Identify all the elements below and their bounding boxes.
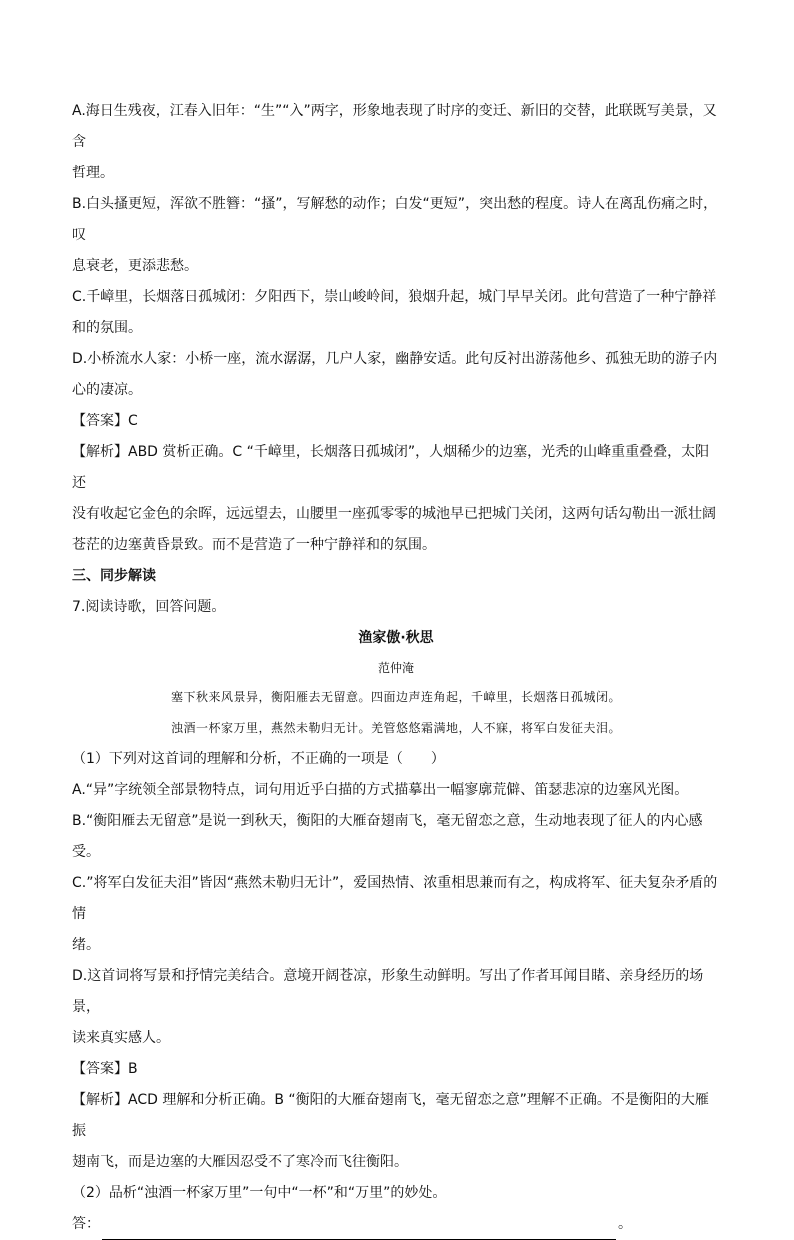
q1-option-c-line-1: C.”将军白发征夫泪”皆因“燕然未勒归无计”，爱国热情、浓重相思兼而有之，构成将军、征夫复杂矛盾的情 xyxy=(72,875,718,922)
option-d-line-1: D.小桥流水人家：小桥一座，流水潺潺，几户人家，幽静安适。此句反衬出游荡他乡、孤独无助的游子内 xyxy=(72,351,718,367)
answer-end-mark: 。 xyxy=(618,1216,632,1232)
q1-option-c-line-2: 绪。 xyxy=(72,937,100,953)
analysis-1-line-2: 没有收起它金色的余晖，远远望去，山腰里一座孤零零的城池早已把城门关闭，这两句话勾勒出一派壮阔 xyxy=(72,506,716,522)
analysis-2-line-1: 【解析】ACD 理解和分析正确。B “衡阳的大雁奋翅南飞，毫无留恋之意”理解不正确。不是衡阳的大雁振 xyxy=(72,1092,709,1139)
answer-blank[interactable] xyxy=(102,1219,616,1240)
q1-option-a: A.“异”字统领全部景物特点，词句用近乎白描的方式描摹出一幅寥廓荒僻、笛瑟悲凉的边塞风光图。 xyxy=(72,782,689,798)
poem-author: 范仲淹 xyxy=(377,661,414,675)
answer-1: 【答案】C xyxy=(72,413,138,429)
document-content xyxy=(72,96,720,1240)
answer-label: 答： xyxy=(72,1216,100,1232)
poem-line-2: 浊酒一杯家万里，燕然未勒归无计。羌管悠悠霜满地，人不寐，将军白发征夫泪。 xyxy=(170,721,621,735)
analysis-1-line-3: 苍茫的边塞黄昏景致。而不是营造了一种宁静祥和的氛围。 xyxy=(72,537,436,553)
option-c-line-2: 和的氛围。 xyxy=(72,320,142,336)
poem-title: 渔家傲·秋思 xyxy=(358,630,434,646)
section-title: 三、同步解读 xyxy=(72,568,156,584)
question-1-prompt: （1）下列对这首词的理解和分析，不正确的一项是（ ） xyxy=(72,751,445,767)
option-d-line-2: 心的凄凉。 xyxy=(72,382,142,398)
option-a-line-2: 哲理。 xyxy=(72,165,114,181)
answer-line xyxy=(72,1209,720,1240)
option-a-line-1: A.海日生残夜，江春入旧年：“生”“入”两字，形象地表现了时序的变迁、新旧的交替，此联既写美景，又含 xyxy=(72,103,717,150)
q1-option-d-line-1: D.这首词将写景和抒情完美结合。意境开阔苍凉，形象生动鲜明。写出了作者耳闻目睹、亲身经历的场景， xyxy=(72,968,704,1015)
answer-2: 【答案】B xyxy=(72,1061,138,1077)
q1-option-d-line-2: 读来真实感人。 xyxy=(72,1030,170,1046)
analysis-2-line-2: 翅南飞，而是边塞的大雁因忍受不了寒冷而飞往衡阳。 xyxy=(72,1154,408,1170)
option-b-line-1: B.白头搔更短，浑欲不胜簪：“搔”，写解愁的动作；白发“更短”，突出愁的程度。诗人在离乱伤痛之时，叹 xyxy=(72,196,718,243)
analysis-1-line-1: 【解析】ABD 赏析正确。C “千嶂里，长烟落日孤城闭”，人烟稀少的边塞，光秃的山峰重重叠叠，太阳还 xyxy=(72,444,710,491)
poem-line-1: 塞下秋来风景异，衡阳雁去无留意。四面边声连角起，千嶂里，长烟落日孤城闭。 xyxy=(170,690,621,704)
option-b-line-2: 息衰老，更添悲愁。 xyxy=(72,258,198,274)
option-c-line-1: C.千嶂里，长烟落日孤城闭：夕阳西下，崇山峻岭间，狼烟升起，城门早早关闭。此句营造了一种宁静祥 xyxy=(72,289,717,305)
question-7-prompt: 7.阅读诗歌，回答问题。 xyxy=(72,599,226,615)
question-2-prompt: （2）品析“浊酒一杯家万里”一句中“一杯”和“万里”的妙处。 xyxy=(72,1185,447,1201)
q1-option-b: B.“衡阳雁去无留意”是说一到秋天，衡阳的大雁奋翅南飞，毫无留恋之意，生动地表现了征人的内心感受。 xyxy=(72,813,703,860)
